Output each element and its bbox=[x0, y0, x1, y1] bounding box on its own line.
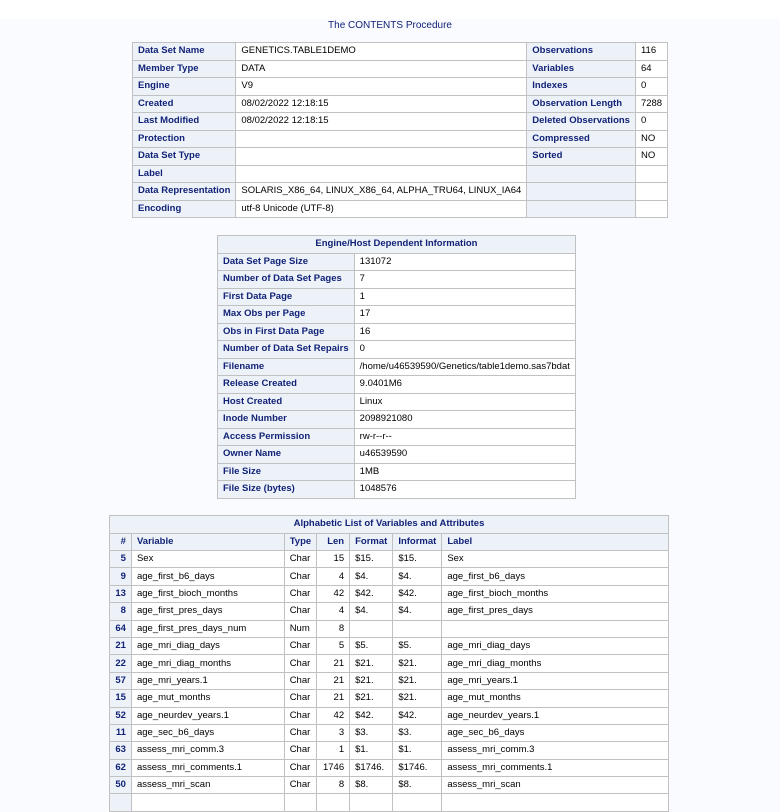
variable-row bbox=[110, 603, 669, 620]
variable-format: $1746. bbox=[350, 759, 393, 776]
variable-format: $15. bbox=[350, 551, 393, 568]
attribute-label-2 bbox=[527, 200, 636, 218]
variable-informat: $21. bbox=[393, 655, 442, 672]
variable-informat bbox=[393, 620, 442, 637]
variable-len: 21 bbox=[317, 672, 350, 689]
variable-name: assess_mri_comm.3 bbox=[131, 742, 284, 759]
attribute-row bbox=[133, 78, 668, 96]
variable-format: $8. bbox=[350, 777, 393, 794]
engine-row bbox=[218, 463, 576, 481]
variable-type: Char bbox=[284, 655, 316, 672]
engine-value: 7 bbox=[354, 271, 575, 289]
attribute-value-2 bbox=[635, 200, 667, 218]
variable-informat: $4. bbox=[393, 568, 442, 585]
engine-row bbox=[218, 358, 576, 376]
variable-len: 15 bbox=[317, 551, 350, 568]
attribute-row bbox=[133, 95, 668, 113]
attribute-label: Data Set Type bbox=[133, 148, 236, 166]
col-header-variable: Variable bbox=[131, 533, 284, 551]
attribute-row bbox=[133, 165, 668, 183]
variable-informat: $15. bbox=[393, 551, 442, 568]
variable-format: $42. bbox=[350, 707, 393, 724]
variable-len: 3 bbox=[317, 724, 350, 741]
engine-value: /home/u46539590/Genetics/table1demo.sas7bdat bbox=[354, 358, 575, 376]
attribute-label: Encoding bbox=[133, 200, 236, 218]
variable-name: assess_mri_comments.1 bbox=[131, 759, 284, 776]
variable-informat: $1746. bbox=[393, 759, 442, 776]
variable-name: age_neurdev_years.1 bbox=[131, 707, 284, 724]
variable-row bbox=[110, 777, 669, 794]
variable-type: Char bbox=[284, 724, 316, 741]
variable-number: 57 bbox=[110, 672, 132, 689]
engine-row bbox=[218, 393, 576, 411]
attribute-label-2: Sorted bbox=[527, 148, 636, 166]
variable-informat: $21. bbox=[393, 672, 442, 689]
variable-label: assess_mri_comm.3 bbox=[442, 742, 669, 759]
variable-type: Num bbox=[284, 620, 316, 637]
col-header-format: Format bbox=[350, 533, 393, 551]
engine-label: Access Permission bbox=[218, 428, 355, 446]
variable-name: age_sec_b6_days bbox=[131, 724, 284, 741]
variable-row bbox=[110, 637, 669, 654]
engine-row bbox=[218, 323, 576, 341]
variables-table-caption: Alphabetic List of Variables and Attributes bbox=[110, 516, 669, 534]
engine-label: Max Obs per Page bbox=[218, 306, 355, 324]
attribute-value-2 bbox=[635, 165, 667, 183]
attribute-label-2 bbox=[527, 183, 636, 201]
engine-row bbox=[218, 411, 576, 429]
variable-number: 15 bbox=[110, 690, 132, 707]
attribute-value: utf-8 Unicode (UTF-8) bbox=[236, 200, 527, 218]
variable-row bbox=[110, 672, 669, 689]
attribute-label-2 bbox=[527, 165, 636, 183]
variable-row bbox=[110, 724, 669, 741]
variable-type: Char bbox=[284, 603, 316, 620]
variable-format: $4. bbox=[350, 603, 393, 620]
variable-format: $21. bbox=[350, 655, 393, 672]
col-header-informat: Informat bbox=[393, 533, 442, 551]
variable-label: assess_mri_scan bbox=[442, 777, 669, 794]
variable-number: 62 bbox=[110, 759, 132, 776]
variable-number: 21 bbox=[110, 637, 132, 654]
attribute-row bbox=[133, 43, 668, 61]
attribute-label: Engine bbox=[133, 78, 236, 96]
variable-len: 8 bbox=[317, 777, 350, 794]
engine-value: 1 bbox=[354, 288, 575, 306]
attribute-row bbox=[133, 200, 668, 218]
attribute-value-2: 116 bbox=[635, 43, 667, 61]
variable-format: $4. bbox=[350, 568, 393, 585]
variable-len: 42 bbox=[317, 707, 350, 724]
engine-row bbox=[218, 253, 576, 271]
attribute-label-2: Deleted Observations bbox=[527, 113, 636, 131]
attribute-value-2: 7288 bbox=[635, 95, 667, 113]
variable-len: 21 bbox=[317, 655, 350, 672]
engine-table-caption: Engine/Host Dependent Information bbox=[218, 236, 576, 254]
variable-type: Char bbox=[284, 759, 316, 776]
variable-name: age_mri_years.1 bbox=[131, 672, 284, 689]
engine-label: Obs in First Data Page bbox=[218, 323, 355, 341]
engine-label: Inode Number bbox=[218, 411, 355, 429]
variable-format: $21. bbox=[350, 672, 393, 689]
attribute-value-2: 0 bbox=[635, 78, 667, 96]
engine-row bbox=[218, 271, 576, 289]
variable-number: 5 bbox=[110, 551, 132, 568]
variables-table bbox=[109, 515, 669, 812]
engine-label: Release Created bbox=[218, 376, 355, 394]
engine-value: 16 bbox=[354, 323, 575, 341]
engine-value: 1MB bbox=[354, 463, 575, 481]
engine-label: Number of Data Set Pages bbox=[218, 271, 355, 289]
variable-informat: $4. bbox=[393, 603, 442, 620]
attribute-value-2: 64 bbox=[635, 60, 667, 78]
engine-value: 9.0401M6 bbox=[354, 376, 575, 394]
engine-value: Linux bbox=[354, 393, 575, 411]
attribute-value: GENETICS.TABLE1DEMO bbox=[236, 43, 527, 61]
variable-name: age_first_pres_days_num bbox=[131, 620, 284, 637]
attribute-value-2 bbox=[635, 183, 667, 201]
variable-informat: $21. bbox=[393, 690, 442, 707]
engine-row bbox=[218, 306, 576, 324]
attribute-value-2: NO bbox=[635, 148, 667, 166]
attribute-row bbox=[133, 183, 668, 201]
attribute-value bbox=[236, 148, 527, 166]
variable-type: Char bbox=[284, 637, 316, 654]
attribute-label-2: Observations bbox=[527, 43, 636, 61]
variable-label: age_first_pres_days bbox=[442, 603, 669, 620]
variable-label: age_sec_b6_days bbox=[442, 724, 669, 741]
variable-type: Char bbox=[284, 672, 316, 689]
attribute-label: Label bbox=[133, 165, 236, 183]
variable-number: 52 bbox=[110, 707, 132, 724]
engine-value: 131072 bbox=[354, 253, 575, 271]
attribute-label-2: Observation Length bbox=[527, 95, 636, 113]
engine-row bbox=[218, 446, 576, 464]
col-header-label: Label bbox=[442, 533, 669, 551]
attribute-label-2: Compressed bbox=[527, 130, 636, 148]
variable-name: age_first_pres_days bbox=[131, 603, 284, 620]
variable-format: $42. bbox=[350, 585, 393, 602]
variable-row bbox=[110, 655, 669, 672]
variable-row bbox=[110, 620, 669, 637]
engine-host-info-table bbox=[217, 235, 576, 499]
engine-label: File Size bbox=[218, 463, 355, 481]
col-header-len: Len bbox=[317, 533, 350, 551]
engine-label: Filename bbox=[218, 358, 355, 376]
variable-informat: $8. bbox=[393, 777, 442, 794]
attribute-value-2: 0 bbox=[635, 113, 667, 131]
variable-number: 9 bbox=[110, 568, 132, 585]
attribute-label: Created bbox=[133, 95, 236, 113]
variable-len: 21 bbox=[317, 690, 350, 707]
engine-value: 2098921080 bbox=[354, 411, 575, 429]
variable-number: 22 bbox=[110, 655, 132, 672]
variable-format bbox=[350, 620, 393, 637]
attribute-value: SOLARIS_X86_64, LINUX_X86_64, ALPHA_TRU64, LINUX_IA64 bbox=[236, 183, 527, 201]
variable-row bbox=[110, 707, 669, 724]
attribute-label: Data Set Name bbox=[133, 43, 236, 61]
engine-value: 1048576 bbox=[354, 481, 575, 499]
attribute-row bbox=[133, 148, 668, 166]
variable-number: 50 bbox=[110, 777, 132, 794]
variable-number: 11 bbox=[110, 724, 132, 741]
variable-name: age_mut_months bbox=[131, 690, 284, 707]
variable-name: age_mri_diag_months bbox=[131, 655, 284, 672]
engine-row bbox=[218, 428, 576, 446]
top-strip bbox=[0, 0, 780, 19]
variable-type: Char bbox=[284, 707, 316, 724]
variable-type: Char bbox=[284, 585, 316, 602]
variable-informat: $42. bbox=[393, 707, 442, 724]
variable-label: age_mri_diag_days bbox=[442, 637, 669, 654]
variable-label: assess_mri_comments.1 bbox=[442, 759, 669, 776]
variable-name: Sex bbox=[131, 551, 284, 568]
attribute-value-2: NO bbox=[635, 130, 667, 148]
attribute-row bbox=[133, 113, 668, 131]
engine-row bbox=[218, 376, 576, 394]
variable-label: Sex bbox=[442, 551, 669, 568]
attribute-label: Member Type bbox=[133, 60, 236, 78]
engine-value: 17 bbox=[354, 306, 575, 324]
variable-label bbox=[442, 620, 669, 637]
variable-informat: $5. bbox=[393, 637, 442, 654]
variable-label: age_mri_diag_months bbox=[442, 655, 669, 672]
variable-label: age_first_bioch_months bbox=[442, 585, 669, 602]
variable-informat: $42. bbox=[393, 585, 442, 602]
engine-value: rw-r--r-- bbox=[354, 428, 575, 446]
engine-row bbox=[218, 481, 576, 499]
variable-type: Char bbox=[284, 742, 316, 759]
variable-len: 1 bbox=[317, 742, 350, 759]
attribute-value bbox=[236, 130, 527, 148]
engine-value: u46539590 bbox=[354, 446, 575, 464]
attribute-value: 08/02/2022 12:18:15 bbox=[236, 113, 527, 131]
engine-label: First Data Page bbox=[218, 288, 355, 306]
variable-name: age_first_bioch_months bbox=[131, 585, 284, 602]
engine-row bbox=[218, 288, 576, 306]
col-header-type: Type bbox=[284, 533, 316, 551]
variable-label: age_mri_years.1 bbox=[442, 672, 669, 689]
engine-row bbox=[218, 341, 576, 359]
attribute-value bbox=[236, 165, 527, 183]
variable-number: 64 bbox=[110, 620, 132, 637]
variable-format: $5. bbox=[350, 637, 393, 654]
variable-type: Char bbox=[284, 777, 316, 794]
variable-type: Char bbox=[284, 551, 316, 568]
attribute-row bbox=[133, 60, 668, 78]
variable-len: 5 bbox=[317, 637, 350, 654]
variable-label: age_mut_months bbox=[442, 690, 669, 707]
engine-label: Host Created bbox=[218, 393, 355, 411]
engine-value: 0 bbox=[354, 341, 575, 359]
variable-row bbox=[110, 690, 669, 707]
variable-number: 63 bbox=[110, 742, 132, 759]
attribute-row bbox=[133, 130, 668, 148]
variable-len: 4 bbox=[317, 603, 350, 620]
variable-type: Char bbox=[284, 690, 316, 707]
variable-name: assess_mri_scan bbox=[131, 777, 284, 794]
variable-row bbox=[110, 742, 669, 759]
variable-row bbox=[110, 759, 669, 776]
variable-label: age_first_b6_days bbox=[442, 568, 669, 585]
procedure-title: The CONTENTS Procedure bbox=[328, 20, 452, 31]
variable-row bbox=[110, 585, 669, 602]
variable-name: age_first_b6_days bbox=[131, 568, 284, 585]
variable-name: age_mri_diag_days bbox=[131, 637, 284, 654]
attribute-label: Last Modified bbox=[133, 113, 236, 131]
attribute-label: Data Representation bbox=[133, 183, 236, 201]
variable-format: $1. bbox=[350, 742, 393, 759]
variable-format: $3. bbox=[350, 724, 393, 741]
engine-label: Number of Data Set Repairs bbox=[218, 341, 355, 359]
engine-label: File Size (bytes) bbox=[218, 481, 355, 499]
variable-len: 4 bbox=[317, 568, 350, 585]
engine-label: Data Set Page Size bbox=[218, 253, 355, 271]
variable-label: age_neurdev_years.1 bbox=[442, 707, 669, 724]
variable-informat: $3. bbox=[393, 724, 442, 741]
attribute-label: Protection bbox=[133, 130, 236, 148]
attribute-value: V9 bbox=[236, 78, 527, 96]
variable-number: 8 bbox=[110, 603, 132, 620]
variable-informat: $1. bbox=[393, 742, 442, 759]
dataset-attributes-table bbox=[132, 42, 668, 218]
attribute-label-2: Indexes bbox=[527, 78, 636, 96]
variable-len: 8 bbox=[317, 620, 350, 637]
attribute-label-2: Variables bbox=[527, 60, 636, 78]
variable-format: $21. bbox=[350, 690, 393, 707]
variable-row bbox=[110, 568, 669, 585]
variable-number: 13 bbox=[110, 585, 132, 602]
col-header-number: # bbox=[110, 533, 132, 551]
variable-row bbox=[110, 551, 669, 568]
attribute-value: DATA bbox=[236, 60, 527, 78]
variable-type: Char bbox=[284, 568, 316, 585]
variable-len: 42 bbox=[317, 585, 350, 602]
variable-len: 1746 bbox=[317, 759, 350, 776]
attribute-value: 08/02/2022 12:18:15 bbox=[236, 95, 527, 113]
engine-label: Owner Name bbox=[218, 446, 355, 464]
